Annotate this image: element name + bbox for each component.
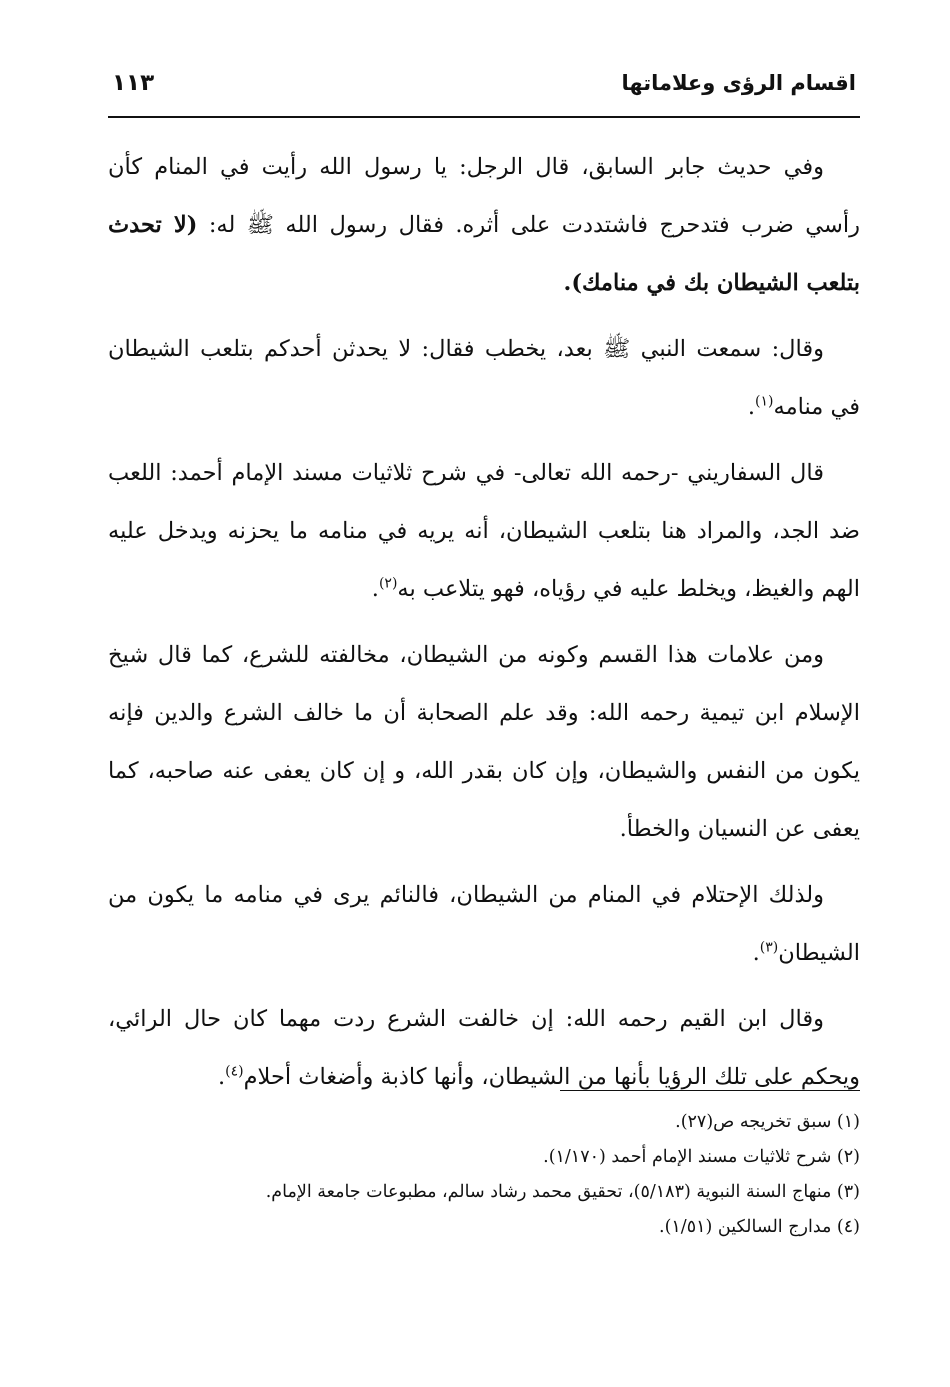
paragraph-4 bbox=[108, 626, 860, 858]
footnote-2: (٢) شرح ثلاثيات مسند الإمام أحمد (١/١٧٠). bbox=[543, 1147, 860, 1167]
running-title: اقسام الرؤى وعلاماتها bbox=[621, 71, 856, 95]
paragraph-1 bbox=[108, 138, 860, 312]
paragraph-text: وقال: سمعت النبي ﷺ بعد، يخطب فقال: لا يحدثن أحدكم بتلعب الشيطان في منامه bbox=[108, 336, 860, 420]
paragraph-3 bbox=[108, 444, 860, 618]
paragraph-text: ومن علامات هذا القسم وكونه من الشيطان، مخالفته للشرع، كما قال شيخ الإسلام ابن تيمية رحمه الله: وقد علم الصحابة أن ما خالف الشرع والدين فإنه يكون من النفس والشيطان، وإن كان بقدر الله، و إن كان يعفى عنه صاحبه، كما يعفى عن النسيان والخطأ. bbox=[108, 642, 860, 842]
paragraph-6 bbox=[108, 990, 860, 1106]
book-page bbox=[108, 70, 860, 1114]
footnote-3: (٣) منهاج السنة النبوية (٥/١٨٣)، تحقيق محمد رشاد سالم، مطبوعات جامعة الإمام. bbox=[265, 1182, 860, 1202]
body-text bbox=[108, 138, 860, 1106]
paragraph-tail: . bbox=[217, 1064, 226, 1090]
paragraph-tail: . bbox=[747, 394, 756, 420]
paragraph-text: وفي حديث جابر السابق، قال الرجل: يا رسول الله رأيت في المنام كأن رأسي ضرب فتدحرج فاشتددت على أثره. فقال رسول الله ﷺ له: bbox=[108, 154, 861, 238]
footnote-ref-1[interactable]: (١) bbox=[755, 393, 774, 410]
footnote-ref-4[interactable]: (٤) bbox=[225, 1063, 244, 1080]
footnote-ref-3[interactable]: (٣) bbox=[759, 939, 779, 956]
page-header bbox=[108, 70, 860, 118]
footnotes-section bbox=[108, 1090, 860, 1245]
paragraph-text: قال السفاريني -رحمه الله تعالى- في شرح ثلاثيات مسند الإمام أحمد: اللعب ضد الجد، والمراد هنا بتلعب الشيطان، أنه يريه في منامه ما يحزنه ويدخل عليه الهم والغيظ، ويخلط عليه في رؤياه، فهو يتلاعب به bbox=[108, 460, 860, 602]
paragraph-text: ولذلك الإحتلام في المنام من الشيطان، فالنائم يرى في منامه ما يكون من الشيطان bbox=[108, 882, 860, 966]
footnote-4: (٤) مدارج السالكين (١/٥١). bbox=[659, 1217, 860, 1237]
page-number: ١١٣ bbox=[112, 70, 155, 96]
hadith-quote: (لا تحدث بتلعب الشيطان بك في منامك). bbox=[108, 212, 860, 296]
footnote-1: (١) سبق تخريجه ص(٢٧). bbox=[675, 1112, 860, 1132]
footnote-ref-2[interactable]: (٢) bbox=[378, 575, 398, 592]
paragraph-2 bbox=[108, 320, 860, 436]
paragraph-text: وقال ابن القيم رحمه الله: إن خالفت الشرع ردت مهما كان حال الرائي، ويحكم على تلك الرؤيا بأنها من الشيطان، وأنها كاذبة وأضغاث أحلام bbox=[108, 1006, 860, 1090]
footnote-divider bbox=[560, 1090, 860, 1091]
paragraph-5 bbox=[108, 866, 860, 982]
paragraph-tail: . bbox=[371, 576, 379, 602]
paragraph-tail: . bbox=[752, 940, 760, 966]
